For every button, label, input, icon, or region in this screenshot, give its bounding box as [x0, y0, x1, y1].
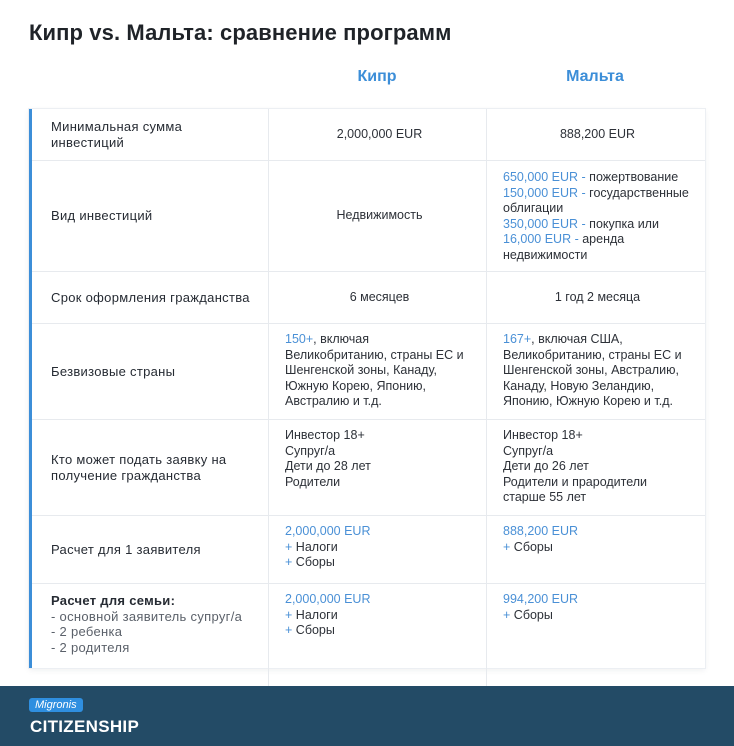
- footer-banner: [0, 686, 734, 746]
- amount: 994,200 EUR: [503, 592, 579, 606]
- table-row-family: [29, 584, 705, 668]
- column-divider: [268, 667, 269, 687]
- malta-value: 167+, включая США, Великобританию, страны ЕС и Шенгенской зоны, Австралию, Канаду, Новую Зеландию, Японию, Южную Корею и т.д.: [486, 324, 704, 419]
- table-row-single-applicant: [29, 516, 705, 584]
- list-item: Супруг/а: [503, 443, 554, 458]
- brand-logo-main: CITIZENSHIP: [30, 717, 140, 736]
- malta-value: [486, 584, 704, 668]
- amount: 2,000,000 EUR: [285, 592, 371, 606]
- extra-item: + Налоги: [285, 607, 338, 622]
- cyprus-value: 150+, включая Великобританию, страны ЕС и Шенгенской зоны, Канаду, Южную Корею, Японию, Австралию и т.д.: [268, 324, 486, 419]
- malta-value: [486, 516, 704, 583]
- list-item: Инвестор 18+: [503, 428, 583, 442]
- list-item: Супруг/а: [285, 443, 336, 458]
- extra-item: + Сборы: [285, 623, 335, 638]
- malta-investment-option: 350,000 EUR - покупка или: [503, 216, 659, 231]
- cyprus-value: Недвижимость: [268, 161, 486, 271]
- list-item: Инвестор 18+: [285, 428, 365, 442]
- cyprus-value: [268, 516, 486, 583]
- row-label: Расчет для 1 заявителя: [51, 541, 201, 557]
- malta-value: [486, 161, 704, 271]
- row-label: Вид инвестиций: [51, 208, 153, 224]
- row-label: Кто может подать заявку на получение гражданства: [51, 451, 227, 483]
- comparison-table: [29, 109, 705, 668]
- table-row-investment-type: [29, 161, 705, 272]
- table-row-min-investment: [29, 109, 705, 161]
- column-header-malta: Мальта: [566, 68, 624, 85]
- list-item: Родители и прародители старше 55 лет: [503, 474, 648, 505]
- row-label: [29, 584, 268, 668]
- family-subline: - основной заявитель супруг/а: [51, 608, 243, 624]
- row-label: Минимальная сумма инвестиций: [51, 118, 183, 150]
- amount: 888,200 EUR: [503, 524, 579, 538]
- extra-item: + Сборы: [285, 555, 335, 570]
- malta-investment-option: 150,000 EUR - государственные облигации: [503, 185, 689, 216]
- brand-logo-small: Migronis: [29, 698, 83, 712]
- family-subline: - 2 ребенка: [51, 624, 123, 640]
- extra-item: + Налоги: [285, 539, 338, 554]
- malta-value: 888,200 EUR: [486, 109, 704, 160]
- extra-item: + Сборы: [503, 607, 553, 622]
- malta-value: [486, 420, 704, 515]
- cyprus-value: 6 месяцев: [268, 272, 486, 323]
- column-header-cyprus: Кипр: [357, 68, 397, 85]
- cyprus-value: [268, 584, 486, 668]
- extra-item: + Сборы: [503, 539, 553, 554]
- cyprus-value: 2,000,000 EUR: [268, 109, 486, 160]
- family-subline: - 2 родителя: [51, 639, 130, 655]
- row-label: Безвизовые страны: [51, 363, 176, 379]
- malta-investment-option: 650,000 EUR - пожертвование: [503, 170, 679, 184]
- list-item: Дети до 26 лет: [503, 459, 589, 474]
- amount: 2,000,000 EUR: [285, 524, 371, 538]
- cyprus-value: [268, 420, 486, 515]
- column-divider: [486, 667, 487, 687]
- list-item: Родители: [285, 474, 341, 489]
- list-item: Дети до 28 лет: [285, 459, 371, 474]
- row-label: Срок оформления гражданства: [51, 289, 250, 305]
- family-label-title: Расчет для семьи:: [51, 593, 176, 608]
- table-row-processing-time: [29, 272, 705, 324]
- table-row-who-can-apply: [29, 420, 705, 516]
- malta-investment-option: 16,000 EUR - аренда недвижимости: [503, 232, 625, 262]
- table-row-visa-free: [29, 324, 705, 420]
- malta-value: 1 год 2 месяца: [486, 272, 704, 323]
- page-title: Кипр vs. Мальта: сравнение программ: [29, 20, 452, 45]
